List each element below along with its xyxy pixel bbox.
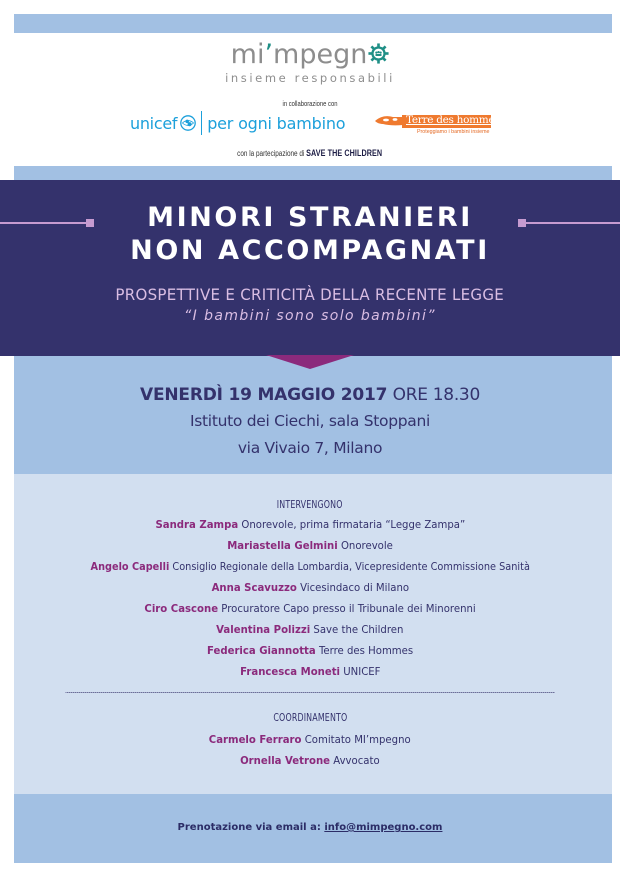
quote: “I bambini sono solo bambini” — [184, 308, 436, 324]
unicef-slogan: per ogni bambino — [207, 113, 346, 133]
tagline: insieme responsabili — [225, 71, 395, 85]
coordinator-row: Carmelo Ferraro Comitato MI’mpegno — [209, 733, 411, 746]
title-line-1: MINORI STRANIERI — [147, 202, 473, 233]
event-date — [0, 385, 620, 405]
footer-reservation — [0, 822, 620, 833]
light-blue-strip — [14, 166, 612, 181]
logo-area — [0, 33, 620, 167]
footer-label: Prenotazione via email a: — [177, 822, 321, 833]
speaker-row: Anna Scavuzzo Vicesindaco di Milano — [211, 581, 409, 594]
unicef-logo — [130, 112, 345, 134]
mimpegno-wordmark: mi’mpegn — [230, 39, 368, 70]
speaker-row: Ciro Cascone Procuratore Capo presso il Tribunale dei Minorenni — [144, 602, 476, 615]
speakers-heading: INTERVENGONO — [277, 498, 343, 511]
unicef-wordmark: unicef — [130, 113, 178, 133]
gear-icon — [368, 43, 389, 64]
event-address: via Vivaio 7, Milano — [237, 439, 383, 457]
title-banner — [0, 180, 620, 356]
speaker-row: Angelo Capelli Consiglio Regionale della Lombardia, Vicepresidente Commissione Sanità — [90, 560, 530, 573]
coordinator-row: Ornella Vetrone Avvocato — [240, 754, 380, 767]
unicef-emblem-icon — [180, 115, 196, 131]
tdh-slogan: Proteggiamo i bambini insieme — [417, 129, 490, 135]
partner-line — [0, 148, 620, 158]
speaker-row: Valentina Polizzi Save the Children — [216, 623, 404, 636]
tdh-name: Terre des hommes — [406, 114, 500, 126]
event-place: Istituto dei Ciechi, sala Stoppani — [189, 412, 430, 430]
mimpegno-logo — [0, 41, 620, 69]
title-line-2: NON ACCOMPAGNATI — [130, 235, 490, 266]
partner-name: SAVE THE CHILDREN — [306, 148, 383, 158]
top-decorative-bar — [14, 14, 612, 33]
email-link[interactable]: info@mimpegno.com — [324, 822, 443, 833]
collaboration-label: in collaborazione con — [282, 99, 338, 108]
speaker-row: Sandra Zampa Onorevole, prima firmataria “Legge Zampa” — [155, 518, 465, 531]
unicef-divider — [201, 111, 202, 135]
speaker-row: Mariastella Gelmini Onorevole — [227, 539, 393, 552]
speaker-row: Francesca Moneti UNICEF — [239, 665, 381, 678]
speaker-row: Federica Giannotta Terre des Hommes — [206, 644, 414, 657]
event-date-text: VENERDÌ 19 MAGGIO 2017 — [140, 385, 388, 405]
partner-prefix: con la partecipazione di — [237, 149, 305, 158]
terre-des-hommes-logo — [373, 111, 500, 141]
subtitle: PROSPETTIVE E CRITICITÀ DELLA RECENTE LEGGE — [115, 285, 505, 304]
event-time: ORE 18.30 — [392, 385, 480, 405]
arrow-down-icon — [266, 355, 354, 369]
section-divider — [65, 692, 555, 693]
coordination-heading: COORDINAMENTO — [272, 711, 347, 724]
